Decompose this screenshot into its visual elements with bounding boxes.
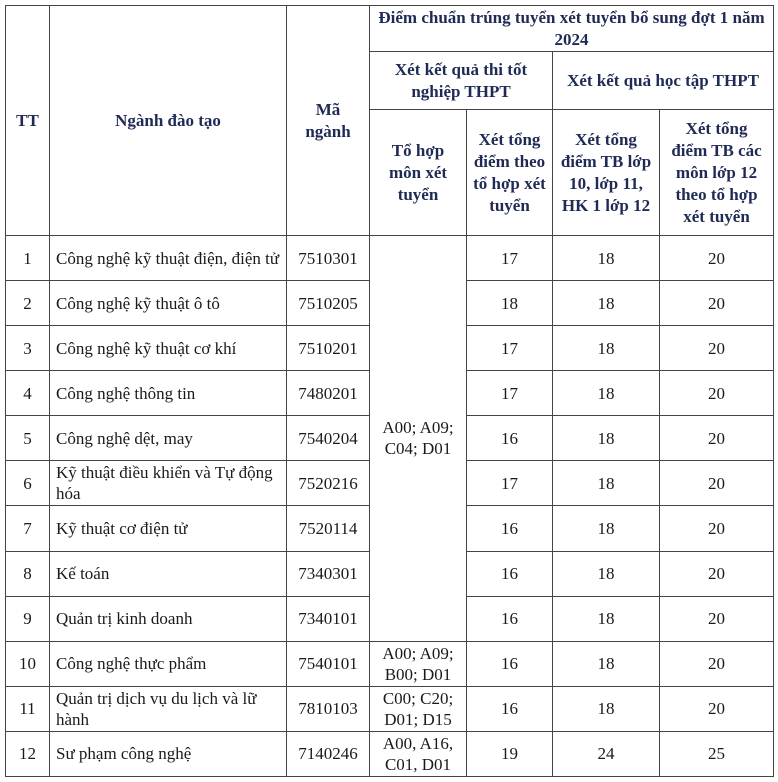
header-diem-chuan: Điểm chuẩn trúng tuyển xét tuyển bổ sung đợt 1 năm 2024 <box>370 6 774 52</box>
row-to-hop: C00; C20; D01; D15 <box>370 686 467 731</box>
row-tb-lop: 18 <box>553 461 660 506</box>
row-nganh: Kế toán <box>50 551 287 596</box>
table-row <box>6 641 774 686</box>
row-to-hop: A00; A09; B00; D01 <box>370 641 467 686</box>
row-diem-thi: 17 <box>467 236 553 281</box>
row-tt: 2 <box>6 281 50 326</box>
header-tong-diem-thi: Xét tổng điểm theo tổ hợp xét tuyển <box>467 110 553 236</box>
row-tt: 4 <box>6 371 50 416</box>
row-tb-lop: 18 <box>553 596 660 641</box>
row-diem-thi: 16 <box>467 596 553 641</box>
row-tb-lop: 18 <box>553 236 660 281</box>
row-tb-lop: 18 <box>553 686 660 731</box>
row-tb-mon: 20 <box>660 506 774 551</box>
row-nganh: Công nghệ kỹ thuật cơ khí <box>50 326 287 371</box>
row-tb-mon: 20 <box>660 551 774 596</box>
row-tt: 1 <box>6 236 50 281</box>
row-tb-lop: 18 <box>553 551 660 596</box>
row-diem-thi: 16 <box>467 506 553 551</box>
row-tt: 12 <box>6 731 50 776</box>
header-to-hop: Tổ hợp môn xét tuyển <box>370 110 467 236</box>
row-tb-mon: 20 <box>660 371 774 416</box>
row-tb-mon: 20 <box>660 596 774 641</box>
row-ma: 7810103 <box>287 686 370 731</box>
header-tb-mon: Xét tổng điểm TB các môn lớp 12 theo tổ hợp xét tuyển <box>660 110 774 236</box>
table-row <box>6 236 774 281</box>
row-to-hop-merged: A00; A09; C04; D01 <box>370 236 467 642</box>
row-diem-thi: 18 <box>467 281 553 326</box>
row-tt: 9 <box>6 596 50 641</box>
row-diem-thi: 17 <box>467 461 553 506</box>
row-tb-lop: 18 <box>553 326 660 371</box>
table-row <box>6 731 774 776</box>
row-tt: 10 <box>6 641 50 686</box>
row-nganh: Công nghệ dệt, may <box>50 416 287 461</box>
header-xet-thi: Xét kết quả thi tốt nghiệp THPT <box>370 52 553 110</box>
row-tb-lop: 18 <box>553 641 660 686</box>
row-nganh: Công nghệ kỹ thuật ô tô <box>50 281 287 326</box>
row-ma: 7520216 <box>287 461 370 506</box>
row-tt: 7 <box>6 506 50 551</box>
header-ma-nganh: Mã ngành <box>287 6 370 236</box>
row-nganh: Công nghệ kỹ thuật điện, điện tử <box>50 236 287 281</box>
row-diem-thi: 17 <box>467 326 553 371</box>
row-tb-mon: 20 <box>660 416 774 461</box>
row-tt: 8 <box>6 551 50 596</box>
row-diem-thi: 17 <box>467 371 553 416</box>
row-tb-lop: 18 <box>553 416 660 461</box>
row-ma: 7520114 <box>287 506 370 551</box>
row-tb-mon: 25 <box>660 731 774 776</box>
row-tb-lop: 18 <box>553 506 660 551</box>
row-ma: 7340301 <box>287 551 370 596</box>
row-tt: 3 <box>6 326 50 371</box>
row-ma: 7540101 <box>287 641 370 686</box>
admission-score-table <box>5 5 774 777</box>
row-tt: 11 <box>6 686 50 731</box>
row-nganh: Sư phạm công nghệ <box>50 731 287 776</box>
row-ma: 7480201 <box>287 371 370 416</box>
row-tb-mon: 20 <box>660 641 774 686</box>
row-tb-mon: 20 <box>660 236 774 281</box>
row-tt: 6 <box>6 461 50 506</box>
row-tb-mon: 20 <box>660 281 774 326</box>
row-nganh: Công nghệ thông tin <box>50 371 287 416</box>
row-ma: 7510205 <box>287 281 370 326</box>
row-diem-thi: 16 <box>467 686 553 731</box>
row-ma: 7510301 <box>287 236 370 281</box>
row-tb-mon: 20 <box>660 686 774 731</box>
row-diem-thi: 16 <box>467 551 553 596</box>
table-row <box>6 686 774 731</box>
row-nganh: Quản trị dịch vụ du lịch và lữ hành <box>50 686 287 731</box>
row-tb-lop: 18 <box>553 371 660 416</box>
header-tb-lop: Xét tổng điểm TB lớp 10, lớp 11, HK 1 lớp 12 <box>553 110 660 236</box>
row-tb-lop: 18 <box>553 281 660 326</box>
row-tb-mon: 20 <box>660 326 774 371</box>
header-xet-hoc-tap: Xét kết quả học tập THPT <box>553 52 774 110</box>
header-nganh: Ngành đào tạo <box>50 6 287 236</box>
row-tt: 5 <box>6 416 50 461</box>
row-nganh: Quản trị kinh doanh <box>50 596 287 641</box>
row-nganh: Kỹ thuật cơ điện tử <box>50 506 287 551</box>
row-diem-thi: 16 <box>467 641 553 686</box>
row-diem-thi: 19 <box>467 731 553 776</box>
row-to-hop: A00, A16, C01, D01 <box>370 731 467 776</box>
row-ma: 7510201 <box>287 326 370 371</box>
row-nganh: Công nghệ thực phẩm <box>50 641 287 686</box>
row-ma: 7340101 <box>287 596 370 641</box>
row-ma: 7540204 <box>287 416 370 461</box>
row-tb-lop: 24 <box>553 731 660 776</box>
row-nganh: Kỹ thuật điều khiển và Tự động hóa <box>50 461 287 506</box>
row-ma: 7140246 <box>287 731 370 776</box>
header-tt: TT <box>6 6 50 236</box>
row-tb-mon: 20 <box>660 461 774 506</box>
row-diem-thi: 16 <box>467 416 553 461</box>
